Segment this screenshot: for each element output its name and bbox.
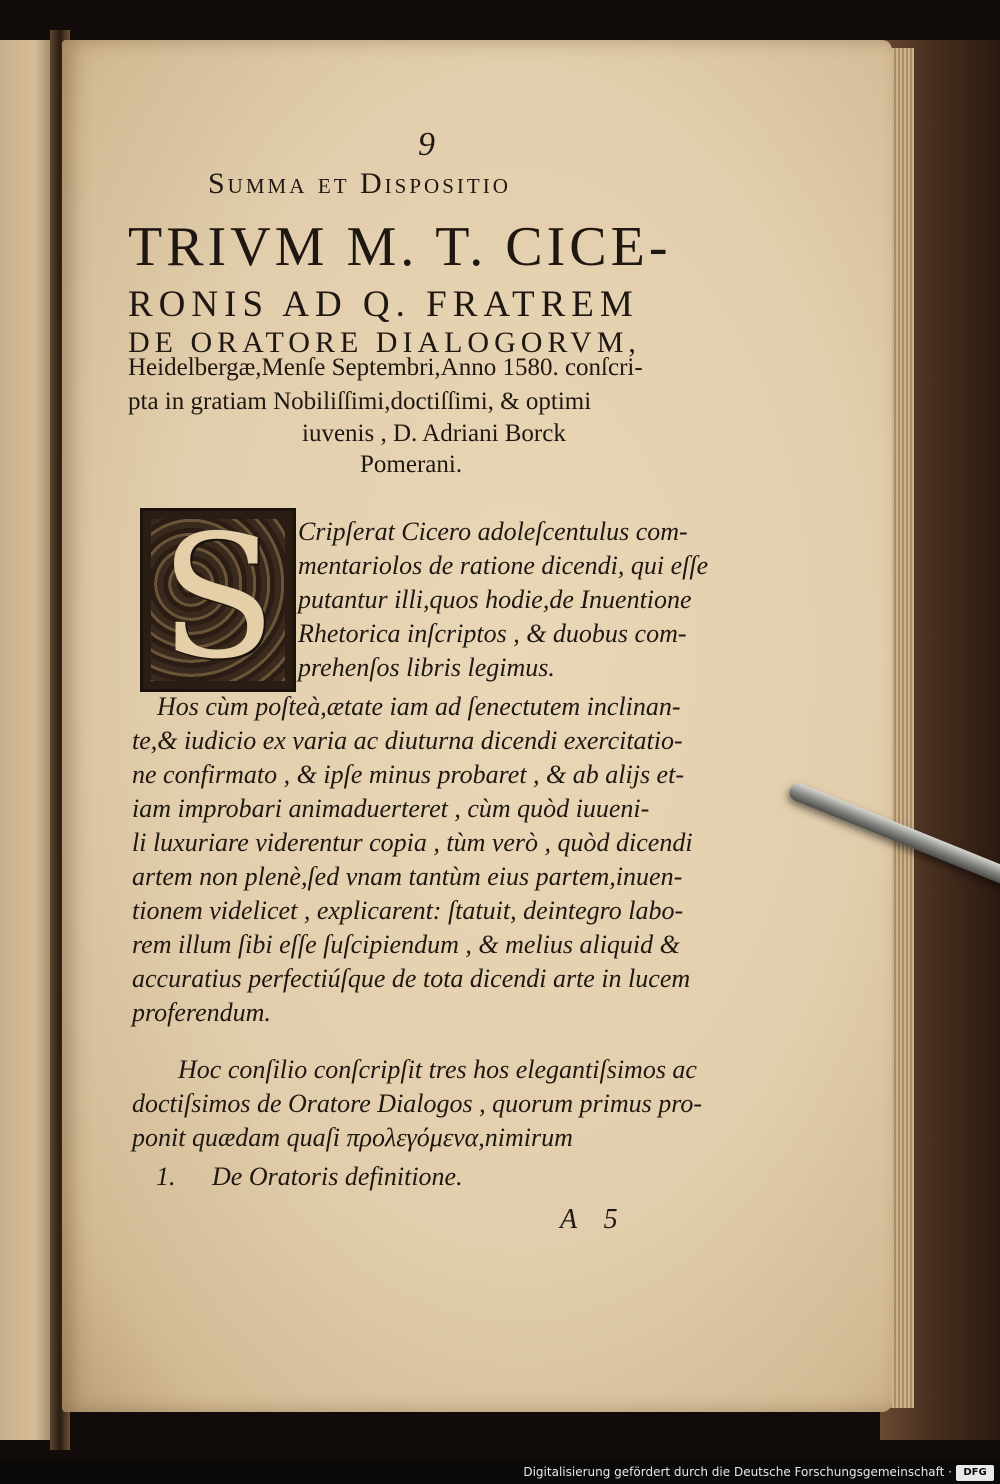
body-line: putantur illi,quos hodie,de Inuentione: [298, 585, 692, 614]
heading-line-3: RONIS AD Q. FRATREM: [128, 284, 639, 325]
decorated-initial: [140, 499, 296, 697]
list-item-number: 1.: [156, 1162, 176, 1191]
list-item-text: De Oratoris definitione.: [212, 1162, 463, 1191]
body-line: te,& iudicio ex varia ac diuturna dicendi exercitatio-: [132, 726, 683, 755]
heading-line-2: TRIVM M. T. CICE-: [128, 216, 672, 278]
body-line: mentariolos de ratione dicendi, qui eſſe: [298, 551, 709, 580]
body-line: ne confirmato , & ipſe minus probaret , & ab alijs et-: [132, 760, 684, 789]
body-line: artem non plenè,ſed vnam tantùm eius partem,inuen-: [132, 862, 683, 891]
body-line: accuratius perfectiúſque de tota dicendi arte in lucem: [132, 964, 691, 993]
body-line: Hos cùm poſteà,ætate iam ad ſenectutem inclinan-: [157, 692, 681, 721]
heading-line-5: Heidelbergæ,Menſe Septembri,Anno 1580. conſcri-: [128, 354, 643, 381]
dfg-logo-icon: DFG: [956, 1465, 994, 1481]
body-line: iam improbari animaduerteret , cùm quòd iuueni-: [132, 794, 650, 823]
footer-credit: Digitalisierung gefördert durch die Deutsche Forschungsgemeinschaft ·: [523, 1465, 952, 1479]
heading-line-6: pta in gratiam Nobiliſſimi,doctiſſimi, & optimi: [128, 388, 592, 415]
body-line: Hoc conſilio conſcripſit tres hos elegantiſsimos ac: [178, 1055, 697, 1084]
heading-line-4: DE ORATORE DIALOGORVM,: [128, 326, 641, 359]
catchword-signature: A 5: [560, 1204, 628, 1235]
heading-line-8: Pomerani.: [360, 451, 463, 478]
heading-line-1: Summa et Dispositio: [208, 167, 511, 200]
body-line: Cripſerat Cicero adoleſcentulus com-: [298, 517, 688, 546]
body-line: li luxuriare viderentur copia , tùm verò , quòd dicendi: [132, 828, 693, 857]
body-line: ponit quædam quaſi προλεγόμενα,nimirum: [132, 1123, 573, 1152]
footer-bar: [0, 1462, 1000, 1484]
page-number: 9: [418, 126, 435, 163]
initial-letter: S: [159, 499, 277, 697]
body-line: doctiſsimos de Oratore Dialogos , quorum primus pro-: [132, 1089, 703, 1118]
body-line: tionem videlicet , explicarent: ſtatuit, deintegro labo-: [132, 896, 684, 925]
body-line: Rhetorica inſcriptos , & duobus com-: [298, 619, 687, 648]
heading-line-7: iuvenis , D. Adriani Borck: [302, 420, 566, 447]
body-line: rem illum ſibi eſſe ſuſcipiendum , & melius aliquid &: [132, 930, 680, 959]
body-line: prehenſos libris legimus.: [298, 653, 555, 682]
body-line: proferendum.: [132, 998, 271, 1027]
